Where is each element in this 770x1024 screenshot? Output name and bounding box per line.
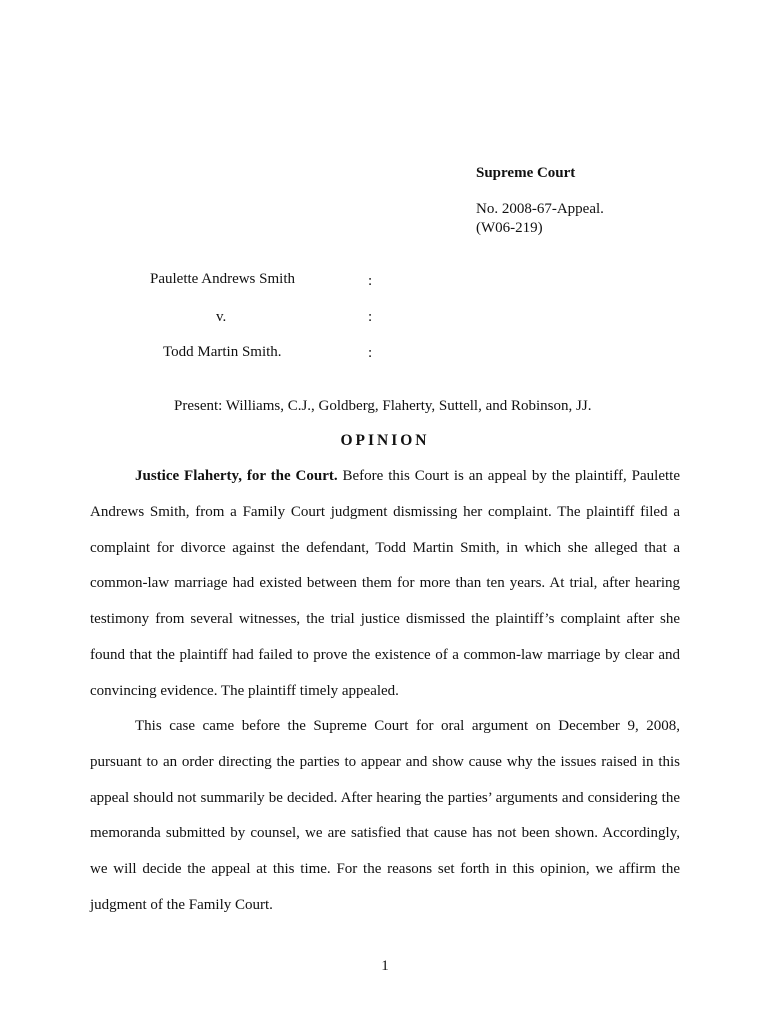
opinion-heading: OPINION [340, 432, 430, 449]
paragraph-text: Before this Court is an appeal by the plaintiff, Paulette Andrews Smith, from a Family Court judgment dismissing her complaint. The plaintiff filed a complaint for divorce against the defendant, Todd Martin Smith, in which she alleged that a common-law marriage had existed between them for more than ten years. At trial, after hearing testimony from several witnesses, the trial justice dismissed the plaintiff’s complaint after she found that the plaintiff had failed to prove the existence of a common-law marriage by clear and convincing evidence. The plaintiff timely appealed. [90, 468, 680, 699]
page-number: 1 [381, 958, 389, 974]
lower-court-number: (W06-219) [476, 220, 543, 236]
present-justices: Present: Williams, C.J., Goldberg, Flaherty, Suttell, and Robinson, JJ. [174, 398, 592, 414]
opinion-paragraph: This case came before the Supreme Court for oral argument on December 9, 2008, pursuant to an order directing the parties to appear and show cause why the issues raised in this appeal should not summarily be decided. After hearing the parties’ arguments and considering the memoranda submitted by counsel, we are satisfied that cause has not been shown. Accordingly, we will decide the appeal at this time. For the reasons set forth in this opinion, we affirm the judgment of the Family Court. [90, 718, 680, 913]
caption-colon: : [368, 273, 373, 289]
docket-number: No. 2008-67-Appeal. [476, 201, 604, 217]
author-lead-in: Justice Flaherty, for the Court. [135, 468, 338, 484]
court-name: Supreme Court [476, 165, 576, 181]
caption-colon: : [368, 345, 373, 361]
versus-label: v. [216, 309, 227, 325]
caption-colon: : [368, 309, 373, 325]
defendant-name: Todd Martin Smith. [163, 344, 282, 360]
opinion-paragraph [90, 459, 680, 710]
plaintiff-name: Paulette Andrews Smith [150, 271, 295, 287]
